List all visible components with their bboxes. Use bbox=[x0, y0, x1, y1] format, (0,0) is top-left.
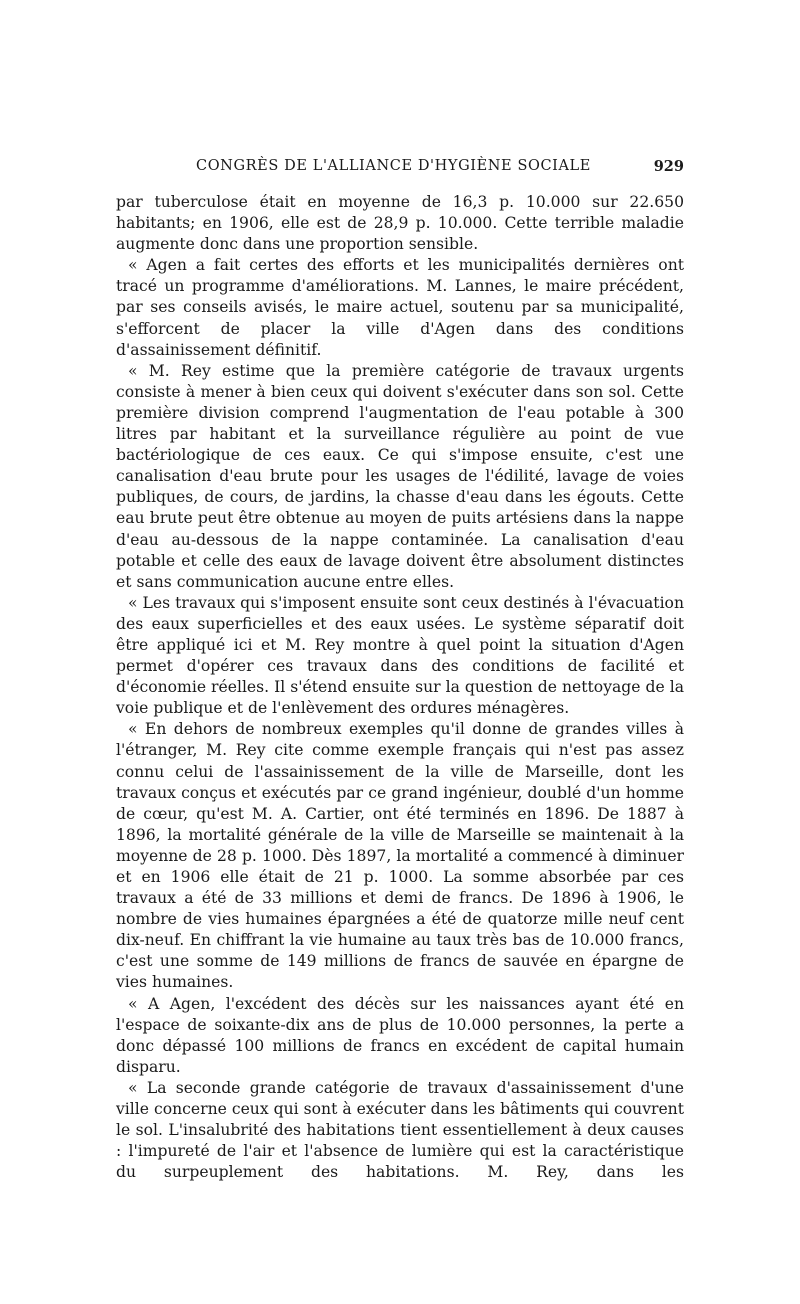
page-number: 929 bbox=[653, 158, 684, 175]
paragraph-3: « M. Rey estime que la première catégorie de travaux urgents consiste à mener à bien ceux qui doivent s'exécuter dans son sol. Cette première division comprend l'augmentation de l'eau potable à 300 litres par habitant et la surveillance régulière au point de vue bactériologique de ces eaux. Ce qui s'impose ensuite, c'est une canalisation d'eau brute pour les usages de l'édilité, lavage de voies publiques, de cours, de jardins, la chasse d'eau dans les égouts. Cette eau brute peut être obtenue au moyen de puits artésiens dans la nappe d'eau au-dessous de la nappe contaminée. La canalisation d'eau potable et celle des eaux de lavage doivent être absolument distinctes et sans communication aucune entre elles. bbox=[116, 361, 684, 591]
paragraph-5: « En dehors de nombreux exemples qu'il donne de grandes villes à l'étranger, M. Rey cite comme exemple français qui n'est pas assez connu celui de l'assainissement de la ville de Marseille, dont les travaux conçus et exécutés par ce grand ingénieur, doublé d'un homme de cœur, qu'est M. A. Cartier, ont été terminés en 1896. De 1887 à 1896, la mortalité générale de la ville de Marseille se maintenait à la moyenne de 28 p. 1000. Dès 1897, la mortalité a commencé à diminuer et en 1906 elle était de 21 p. 1000. La somme absorbée par ces travaux a été de 33 millions et demi de francs. De 1896 à 1906, le nombre de vies humaines épargnées a été de quatorze mille neuf cent dix-neuf. En chiffrant la vie humaine au taux très bas de 10.000 francs, c'est une somme de 149 millions de francs de sauvée en épargne de vies humaines. bbox=[116, 720, 684, 992]
paragraph-4: « Les travaux qui s'imposent ensuite sont ceux destinés à l'évacuation des eaux superficielles et des eaux usées. Le système séparatif doit être appliqué ici et M. Rey montre à quel point la situation d'Agen permet d'opérer ces travaux dans des conditions de facilité et d'économie réelles. Il s'étend ensuite sur la question de nettoyage de la voie publique et de l'enlèvement des ordures ménagères. bbox=[116, 593, 684, 718]
paragraph-2: « Agen a fait certes des efforts et les municipalités dernières ont tracé un programme d'améliorations. M. Lannes, le maire précédent, par ses conseils avisés, le maire actuel, soutenu par sa municipalité, s'efforcent de placer la ville d'Agen dans des conditions d'assainissement définitif. bbox=[116, 256, 684, 359]
running-title: CONGRÈS DE L'ALLIANCE D'HYGIÈNE SOCIALE bbox=[196, 158, 591, 174]
paragraph-1: par tuberculose était en moyenne de 16,3 p. 10.000 sur 22.650 habitants; en 1906, elle est de 28,9 p. 10.000. Cette terrible maladie augmente donc dans une proportion sensible. bbox=[116, 193, 684, 254]
paragraph-6: « A Agen, l'excédent des décès sur les naissances ayant été en l'espace de soixante-dix ans de plus de 10.000 personnes, la perte a donc dépassé 100 millions de francs en excédent de capital humain disparu. bbox=[116, 994, 684, 1076]
running-header bbox=[116, 158, 684, 180]
paragraph-7: « La seconde grande catégorie de travaux d'assainissement d'une ville concerne ceux qui sont à exécuter dans les bâtiments qui couvrent le sol. L'insalubrité des habitations tient essentiellement à deux causes : l'impureté de l'air et l'absence de lumière qui est la caractéristique du surpeuplement des habitations. M. Rey, dans les bbox=[116, 1078, 684, 1182]
body-text bbox=[116, 192, 684, 1183]
